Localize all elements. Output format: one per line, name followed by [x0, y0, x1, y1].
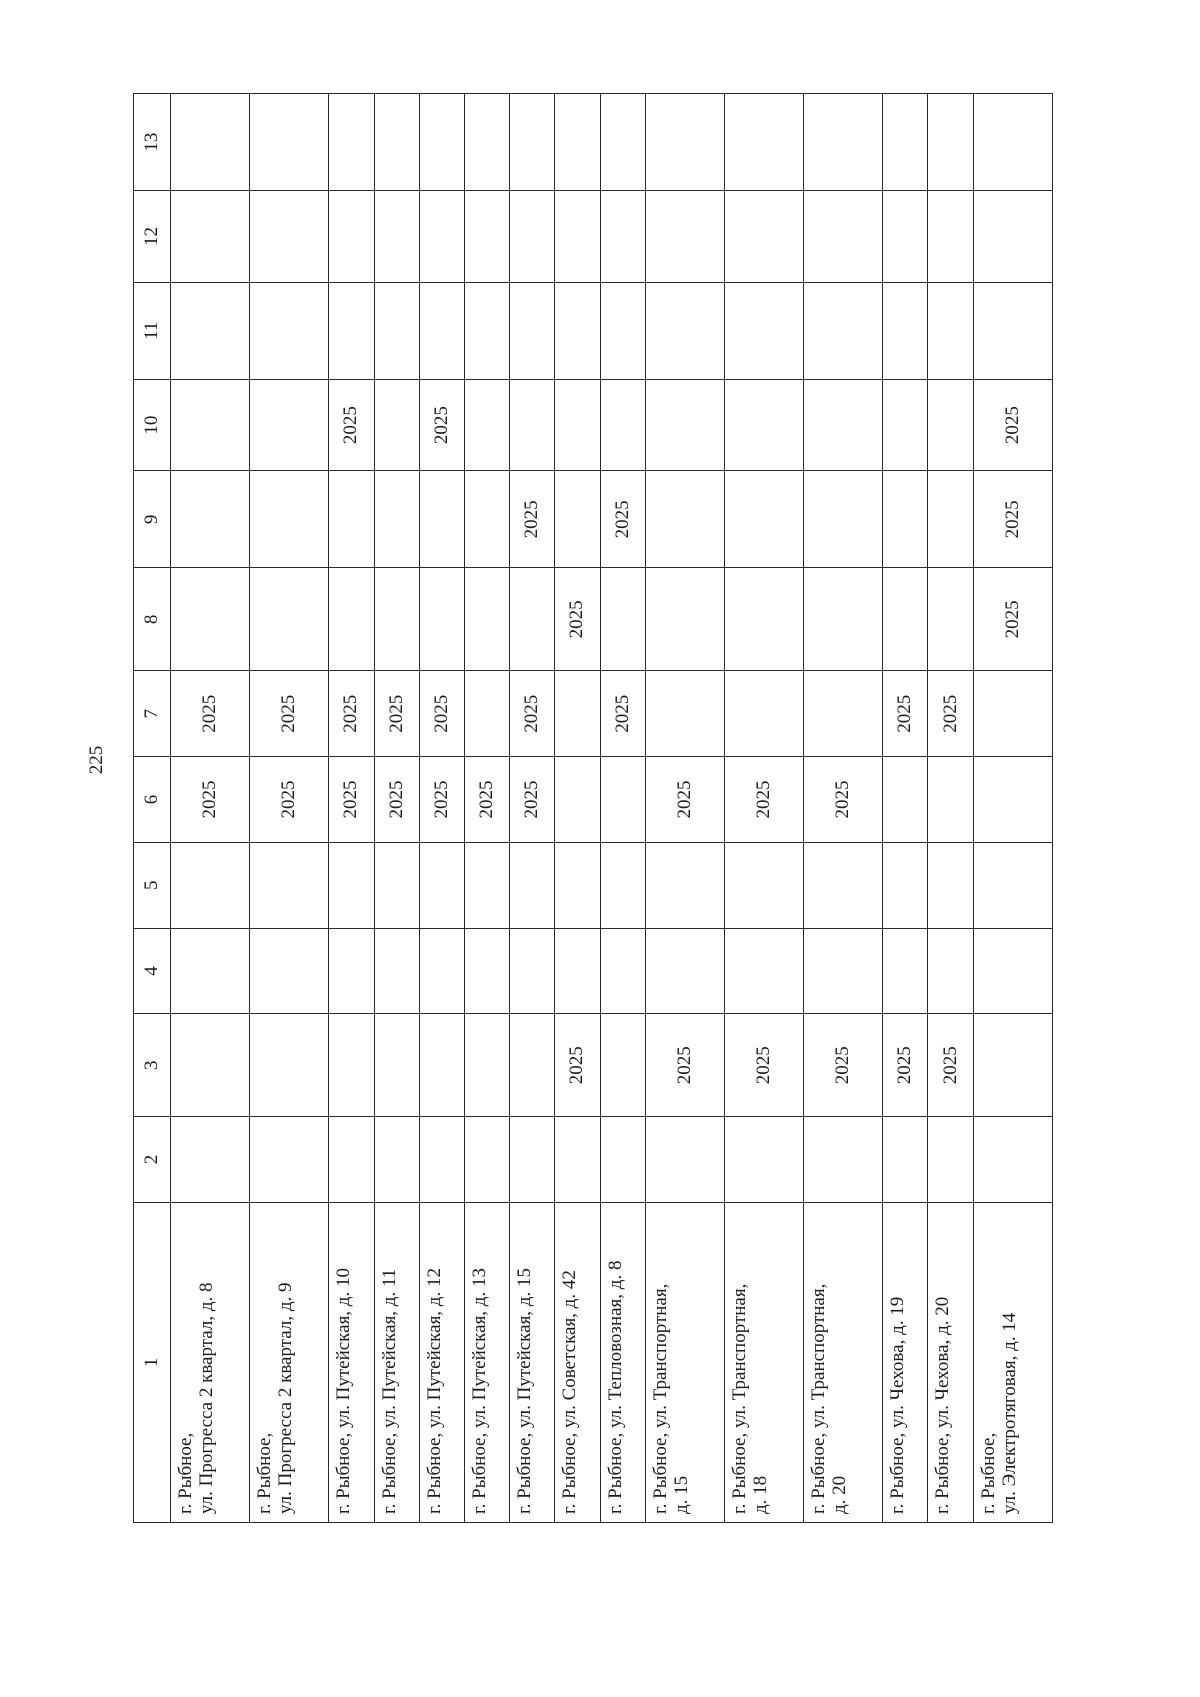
address-cell — [973, 1202, 1052, 1522]
address-line: г. Рыбное, ул. Путейская, д. 11 — [378, 1268, 400, 1514]
year-cell-col-3 — [171, 1014, 250, 1117]
address-cell — [928, 1202, 973, 1522]
year-cell-col-11 — [724, 282, 803, 379]
address-line: г. Рыбное, ул. Транспортная, — [808, 1283, 830, 1514]
year-cell-col-8 — [883, 568, 928, 671]
year-cell-col-7: 2025 — [600, 671, 645, 757]
address-line: г. Рыбное, ул. Тепловозная, д. 8 — [604, 1260, 626, 1514]
year-cell-col-11 — [329, 282, 374, 379]
year-cell-col-7 — [464, 671, 509, 757]
year-cell-col-13 — [329, 94, 374, 191]
year-cell-col-5 — [600, 842, 645, 928]
address-cell — [419, 1202, 464, 1522]
year-cell-col-2 — [250, 1117, 329, 1203]
address-line: г. Рыбное, ул. Путейская, д. 15 — [514, 1268, 536, 1514]
year-cell-col-7 — [645, 671, 724, 757]
page-number: 225 — [86, 745, 107, 775]
year-cell-col-10 — [555, 379, 600, 470]
address-cell — [555, 1202, 600, 1522]
year-cell-col-3: 2025 — [555, 1014, 600, 1117]
year-cell-col-12 — [555, 191, 600, 282]
year-cell-col-3 — [600, 1014, 645, 1117]
year-cell-col-13 — [464, 94, 509, 191]
year-cell-col-4 — [510, 928, 555, 1014]
year-cell-col-2 — [973, 1117, 1052, 1203]
year-cell-col-13 — [804, 94, 883, 191]
year-cell-col-12 — [600, 191, 645, 282]
year-cell-col-11 — [510, 282, 555, 379]
table-row — [510, 94, 555, 1523]
table-row — [724, 94, 803, 1523]
year-cell-col-5 — [973, 842, 1052, 928]
table-row — [555, 94, 600, 1523]
year-cell-col-4 — [171, 928, 250, 1014]
address-line: д. 18 — [750, 1475, 772, 1514]
year-cell-col-4 — [928, 928, 973, 1014]
address-cell — [724, 1202, 803, 1522]
year-cell-col-3: 2025 — [928, 1014, 973, 1117]
year-cell-col-2 — [600, 1117, 645, 1203]
year-cell-col-4 — [250, 928, 329, 1014]
year-cell-col-5 — [928, 842, 973, 928]
year-cell-col-9 — [645, 471, 724, 568]
year-cell-col-5 — [464, 842, 509, 928]
address-line: г. Рыбное, ул. Чехова, д. 19 — [887, 1296, 909, 1514]
year-cell-col-4 — [724, 928, 803, 1014]
year-cell-col-8 — [250, 568, 329, 671]
column-header-10: 10 — [134, 379, 171, 470]
year-cell-col-4 — [555, 928, 600, 1014]
year-cell-col-7: 2025 — [374, 671, 419, 757]
year-cell-col-5 — [329, 842, 374, 928]
year-cell-col-4 — [419, 928, 464, 1014]
year-cell-col-12 — [329, 191, 374, 282]
year-cell-col-6 — [928, 757, 973, 843]
year-cell-col-13 — [973, 94, 1052, 191]
year-cell-col-10 — [464, 379, 509, 470]
address-line: г. Рыбное, ул. Транспортная, — [728, 1283, 750, 1514]
year-cell-col-3 — [419, 1014, 464, 1117]
year-cell-col-10 — [645, 379, 724, 470]
year-cell-col-3 — [374, 1014, 419, 1117]
year-cell-col-2 — [883, 1117, 928, 1203]
year-cell-col-2 — [555, 1117, 600, 1203]
header-row — [134, 94, 171, 1523]
year-cell-col-3 — [973, 1014, 1052, 1117]
year-cell-col-8 — [419, 568, 464, 671]
year-cell-col-13 — [419, 94, 464, 191]
year-cell-col-8 — [600, 568, 645, 671]
address-line: ул. Электротяговая, д. 14 — [998, 1312, 1020, 1514]
year-cell-col-11 — [928, 282, 973, 379]
year-cell-col-11 — [171, 282, 250, 379]
year-cell-col-9 — [419, 471, 464, 568]
year-cell-col-6 — [555, 757, 600, 843]
year-cell-col-9: 2025 — [973, 471, 1052, 568]
table-row — [973, 94, 1052, 1523]
year-cell-col-10: 2025 — [329, 379, 374, 470]
address-line: д. 15 — [670, 1475, 692, 1514]
column-header-5: 5 — [134, 842, 171, 928]
year-cell-col-3: 2025 — [724, 1014, 803, 1117]
year-cell-col-4 — [804, 928, 883, 1014]
year-cell-col-2 — [804, 1117, 883, 1203]
year-cell-col-11 — [883, 282, 928, 379]
year-cell-col-8 — [645, 568, 724, 671]
column-header-12: 12 — [134, 191, 171, 282]
year-cell-col-9 — [464, 471, 509, 568]
address-line: г. Рыбное, — [254, 1432, 276, 1514]
year-cell-col-11 — [419, 282, 464, 379]
year-cell-col-5 — [804, 842, 883, 928]
year-cell-col-12 — [250, 191, 329, 282]
address-cell — [250, 1202, 329, 1522]
year-cell-col-12 — [510, 191, 555, 282]
year-cell-col-3 — [250, 1014, 329, 1117]
address-line: г. Рыбное, ул. Путейская, д. 13 — [468, 1268, 490, 1514]
year-cell-col-9 — [928, 471, 973, 568]
year-cell-col-10: 2025 — [419, 379, 464, 470]
address-cell — [804, 1202, 883, 1522]
year-cell-col-7: 2025 — [329, 671, 374, 757]
column-header-7: 7 — [134, 671, 171, 757]
table-row — [600, 94, 645, 1523]
table-row — [374, 94, 419, 1523]
address-cell — [171, 1202, 250, 1522]
address-line: г. Рыбное, — [175, 1432, 196, 1514]
year-cell-col-8 — [171, 568, 250, 671]
year-cell-col-6: 2025 — [171, 757, 250, 843]
column-header-11: 11 — [134, 282, 171, 379]
address-line: д. 20 — [829, 1475, 851, 1514]
column-header-6: 6 — [134, 757, 171, 843]
year-cell-col-9 — [804, 471, 883, 568]
year-cell-col-4 — [973, 928, 1052, 1014]
column-header-4: 4 — [134, 928, 171, 1014]
year-cell-col-7 — [555, 671, 600, 757]
year-cell-col-6 — [883, 757, 928, 843]
year-cell-col-4 — [329, 928, 374, 1014]
year-cell-col-5 — [171, 842, 250, 928]
year-cell-col-6: 2025 — [250, 757, 329, 843]
year-cell-col-6: 2025 — [724, 757, 803, 843]
year-cell-col-3: 2025 — [645, 1014, 724, 1117]
year-cell-col-9 — [724, 471, 803, 568]
year-cell-col-9 — [329, 471, 374, 568]
year-cell-col-11 — [555, 282, 600, 379]
year-cell-col-5 — [374, 842, 419, 928]
year-cell-col-2 — [510, 1117, 555, 1203]
year-cell-col-8: 2025 — [973, 568, 1052, 671]
year-cell-col-7 — [804, 671, 883, 757]
year-cell-col-13 — [724, 94, 803, 191]
table-row — [928, 94, 973, 1523]
year-cell-col-7: 2025 — [510, 671, 555, 757]
year-cell-col-9 — [250, 471, 329, 568]
year-cell-col-8 — [928, 568, 973, 671]
year-cell-col-5 — [555, 842, 600, 928]
year-cell-col-12 — [645, 191, 724, 282]
year-cell-col-3 — [329, 1014, 374, 1117]
year-cell-col-6: 2025 — [419, 757, 464, 843]
year-cell-col-11 — [804, 282, 883, 379]
year-cell-col-8 — [724, 568, 803, 671]
works-schedule-table — [133, 93, 1053, 1523]
address-line: г. Рыбное, — [977, 1432, 999, 1514]
year-cell-col-12 — [883, 191, 928, 282]
year-cell-col-2 — [645, 1117, 724, 1203]
year-cell-col-5 — [250, 842, 329, 928]
column-header-8: 8 — [134, 568, 171, 671]
year-cell-col-6: 2025 — [374, 757, 419, 843]
year-cell-col-13 — [171, 94, 250, 191]
year-cell-col-3 — [464, 1014, 509, 1117]
table-row — [804, 94, 883, 1523]
year-cell-col-13 — [374, 94, 419, 191]
address-cell — [510, 1202, 555, 1522]
year-cell-col-2 — [419, 1117, 464, 1203]
year-cell-col-12 — [374, 191, 419, 282]
year-cell-col-10 — [510, 379, 555, 470]
year-cell-col-6: 2025 — [645, 757, 724, 843]
year-cell-col-9 — [555, 471, 600, 568]
year-cell-col-2 — [724, 1117, 803, 1203]
year-cell-col-13 — [250, 94, 329, 191]
year-cell-col-11 — [250, 282, 329, 379]
year-cell-col-13 — [510, 94, 555, 191]
year-cell-col-4 — [600, 928, 645, 1014]
year-cell-col-12 — [464, 191, 509, 282]
year-cell-col-8 — [374, 568, 419, 671]
year-cell-col-6: 2025 — [464, 757, 509, 843]
year-cell-col-2 — [928, 1117, 973, 1203]
year-cell-col-5 — [419, 842, 464, 928]
year-cell-col-5 — [883, 842, 928, 928]
year-cell-col-10 — [250, 379, 329, 470]
year-cell-col-12 — [928, 191, 973, 282]
year-cell-col-13 — [928, 94, 973, 191]
year-cell-col-6: 2025 — [329, 757, 374, 843]
year-cell-col-4 — [464, 928, 509, 1014]
year-cell-col-2 — [464, 1117, 509, 1203]
address-cell — [645, 1202, 724, 1522]
year-cell-col-2 — [171, 1117, 250, 1203]
table-row — [250, 94, 329, 1523]
year-cell-col-10 — [600, 379, 645, 470]
year-cell-col-7 — [973, 671, 1052, 757]
year-cell-col-9: 2025 — [510, 471, 555, 568]
year-cell-col-10 — [724, 379, 803, 470]
year-cell-col-9 — [171, 471, 250, 568]
year-cell-col-13 — [600, 94, 645, 191]
year-cell-col-6 — [600, 757, 645, 843]
year-cell-col-5 — [510, 842, 555, 928]
address-line: г. Рыбное, ул. Чехова, д. 20 — [932, 1296, 954, 1514]
year-cell-col-8 — [510, 568, 555, 671]
year-cell-col-11 — [600, 282, 645, 379]
year-cell-col-12 — [419, 191, 464, 282]
address-line: г. Рыбное, ул. Советская, д. 42 — [559, 1270, 581, 1514]
column-header-3: 3 — [134, 1014, 171, 1117]
year-cell-col-7: 2025 — [419, 671, 464, 757]
year-cell-col-8: 2025 — [555, 568, 600, 671]
year-cell-col-9 — [883, 471, 928, 568]
year-cell-col-7 — [724, 671, 803, 757]
column-header-9: 9 — [134, 471, 171, 568]
year-cell-col-12 — [973, 191, 1052, 282]
column-header-1: 1 — [134, 1202, 171, 1522]
year-cell-col-10 — [171, 379, 250, 470]
table-body — [171, 94, 1053, 1523]
table-row — [464, 94, 509, 1523]
year-cell-col-12 — [171, 191, 250, 282]
year-cell-col-5 — [724, 842, 803, 928]
year-cell-col-10 — [374, 379, 419, 470]
year-cell-col-6: 2025 — [804, 757, 883, 843]
year-cell-col-7: 2025 — [171, 671, 250, 757]
year-cell-col-6: 2025 — [510, 757, 555, 843]
year-cell-col-4 — [645, 928, 724, 1014]
year-cell-col-7: 2025 — [928, 671, 973, 757]
address-line: г. Рыбное, ул. Путейская, д. 10 — [333, 1268, 355, 1514]
address-cell — [600, 1202, 645, 1522]
year-cell-col-10 — [928, 379, 973, 470]
table-row — [883, 94, 928, 1523]
year-cell-col-11 — [464, 282, 509, 379]
address-line: ул. Прогресса 2 квартал, д. 9 — [275, 1282, 297, 1514]
year-cell-col-8 — [329, 568, 374, 671]
year-cell-col-12 — [804, 191, 883, 282]
year-cell-col-11 — [645, 282, 724, 379]
year-cell-col-4 — [374, 928, 419, 1014]
column-header-13: 13 — [134, 94, 171, 191]
year-cell-col-13 — [555, 94, 600, 191]
year-cell-col-11 — [973, 282, 1052, 379]
year-cell-col-7: 2025 — [883, 671, 928, 757]
year-cell-col-6 — [973, 757, 1052, 843]
year-cell-col-10 — [804, 379, 883, 470]
year-cell-col-4 — [883, 928, 928, 1014]
year-cell-col-7: 2025 — [250, 671, 329, 757]
year-cell-col-10 — [883, 379, 928, 470]
year-cell-col-3 — [510, 1014, 555, 1117]
year-cell-col-9: 2025 — [600, 471, 645, 568]
table-row — [171, 94, 250, 1523]
address-line: ул. Прогресса 2 квартал, д. 8 — [196, 1282, 218, 1514]
year-cell-col-3: 2025 — [804, 1014, 883, 1117]
year-cell-col-10: 2025 — [973, 379, 1052, 470]
address-cell — [883, 1202, 928, 1522]
year-cell-col-8 — [464, 568, 509, 671]
year-cell-col-5 — [645, 842, 724, 928]
table-row — [645, 94, 724, 1523]
address-cell — [329, 1202, 374, 1522]
address-cell — [374, 1202, 419, 1522]
year-cell-col-3: 2025 — [883, 1014, 928, 1117]
year-cell-col-12 — [724, 191, 803, 282]
year-cell-col-13 — [645, 94, 724, 191]
address-line: г. Рыбное, ул. Транспортная, — [649, 1283, 671, 1514]
year-cell-col-13 — [883, 94, 928, 191]
year-cell-col-11 — [374, 282, 419, 379]
address-line: г. Рыбное, ул. Путейская, д. 12 — [423, 1268, 445, 1514]
column-header-2: 2 — [134, 1117, 171, 1203]
table-row — [329, 94, 374, 1523]
table-row — [419, 94, 464, 1523]
year-cell-col-8 — [804, 568, 883, 671]
address-cell — [464, 1202, 509, 1522]
rotated-table-container — [133, 93, 1053, 1523]
year-cell-col-9 — [374, 471, 419, 568]
year-cell-col-2 — [374, 1117, 419, 1203]
year-cell-col-2 — [329, 1117, 374, 1203]
